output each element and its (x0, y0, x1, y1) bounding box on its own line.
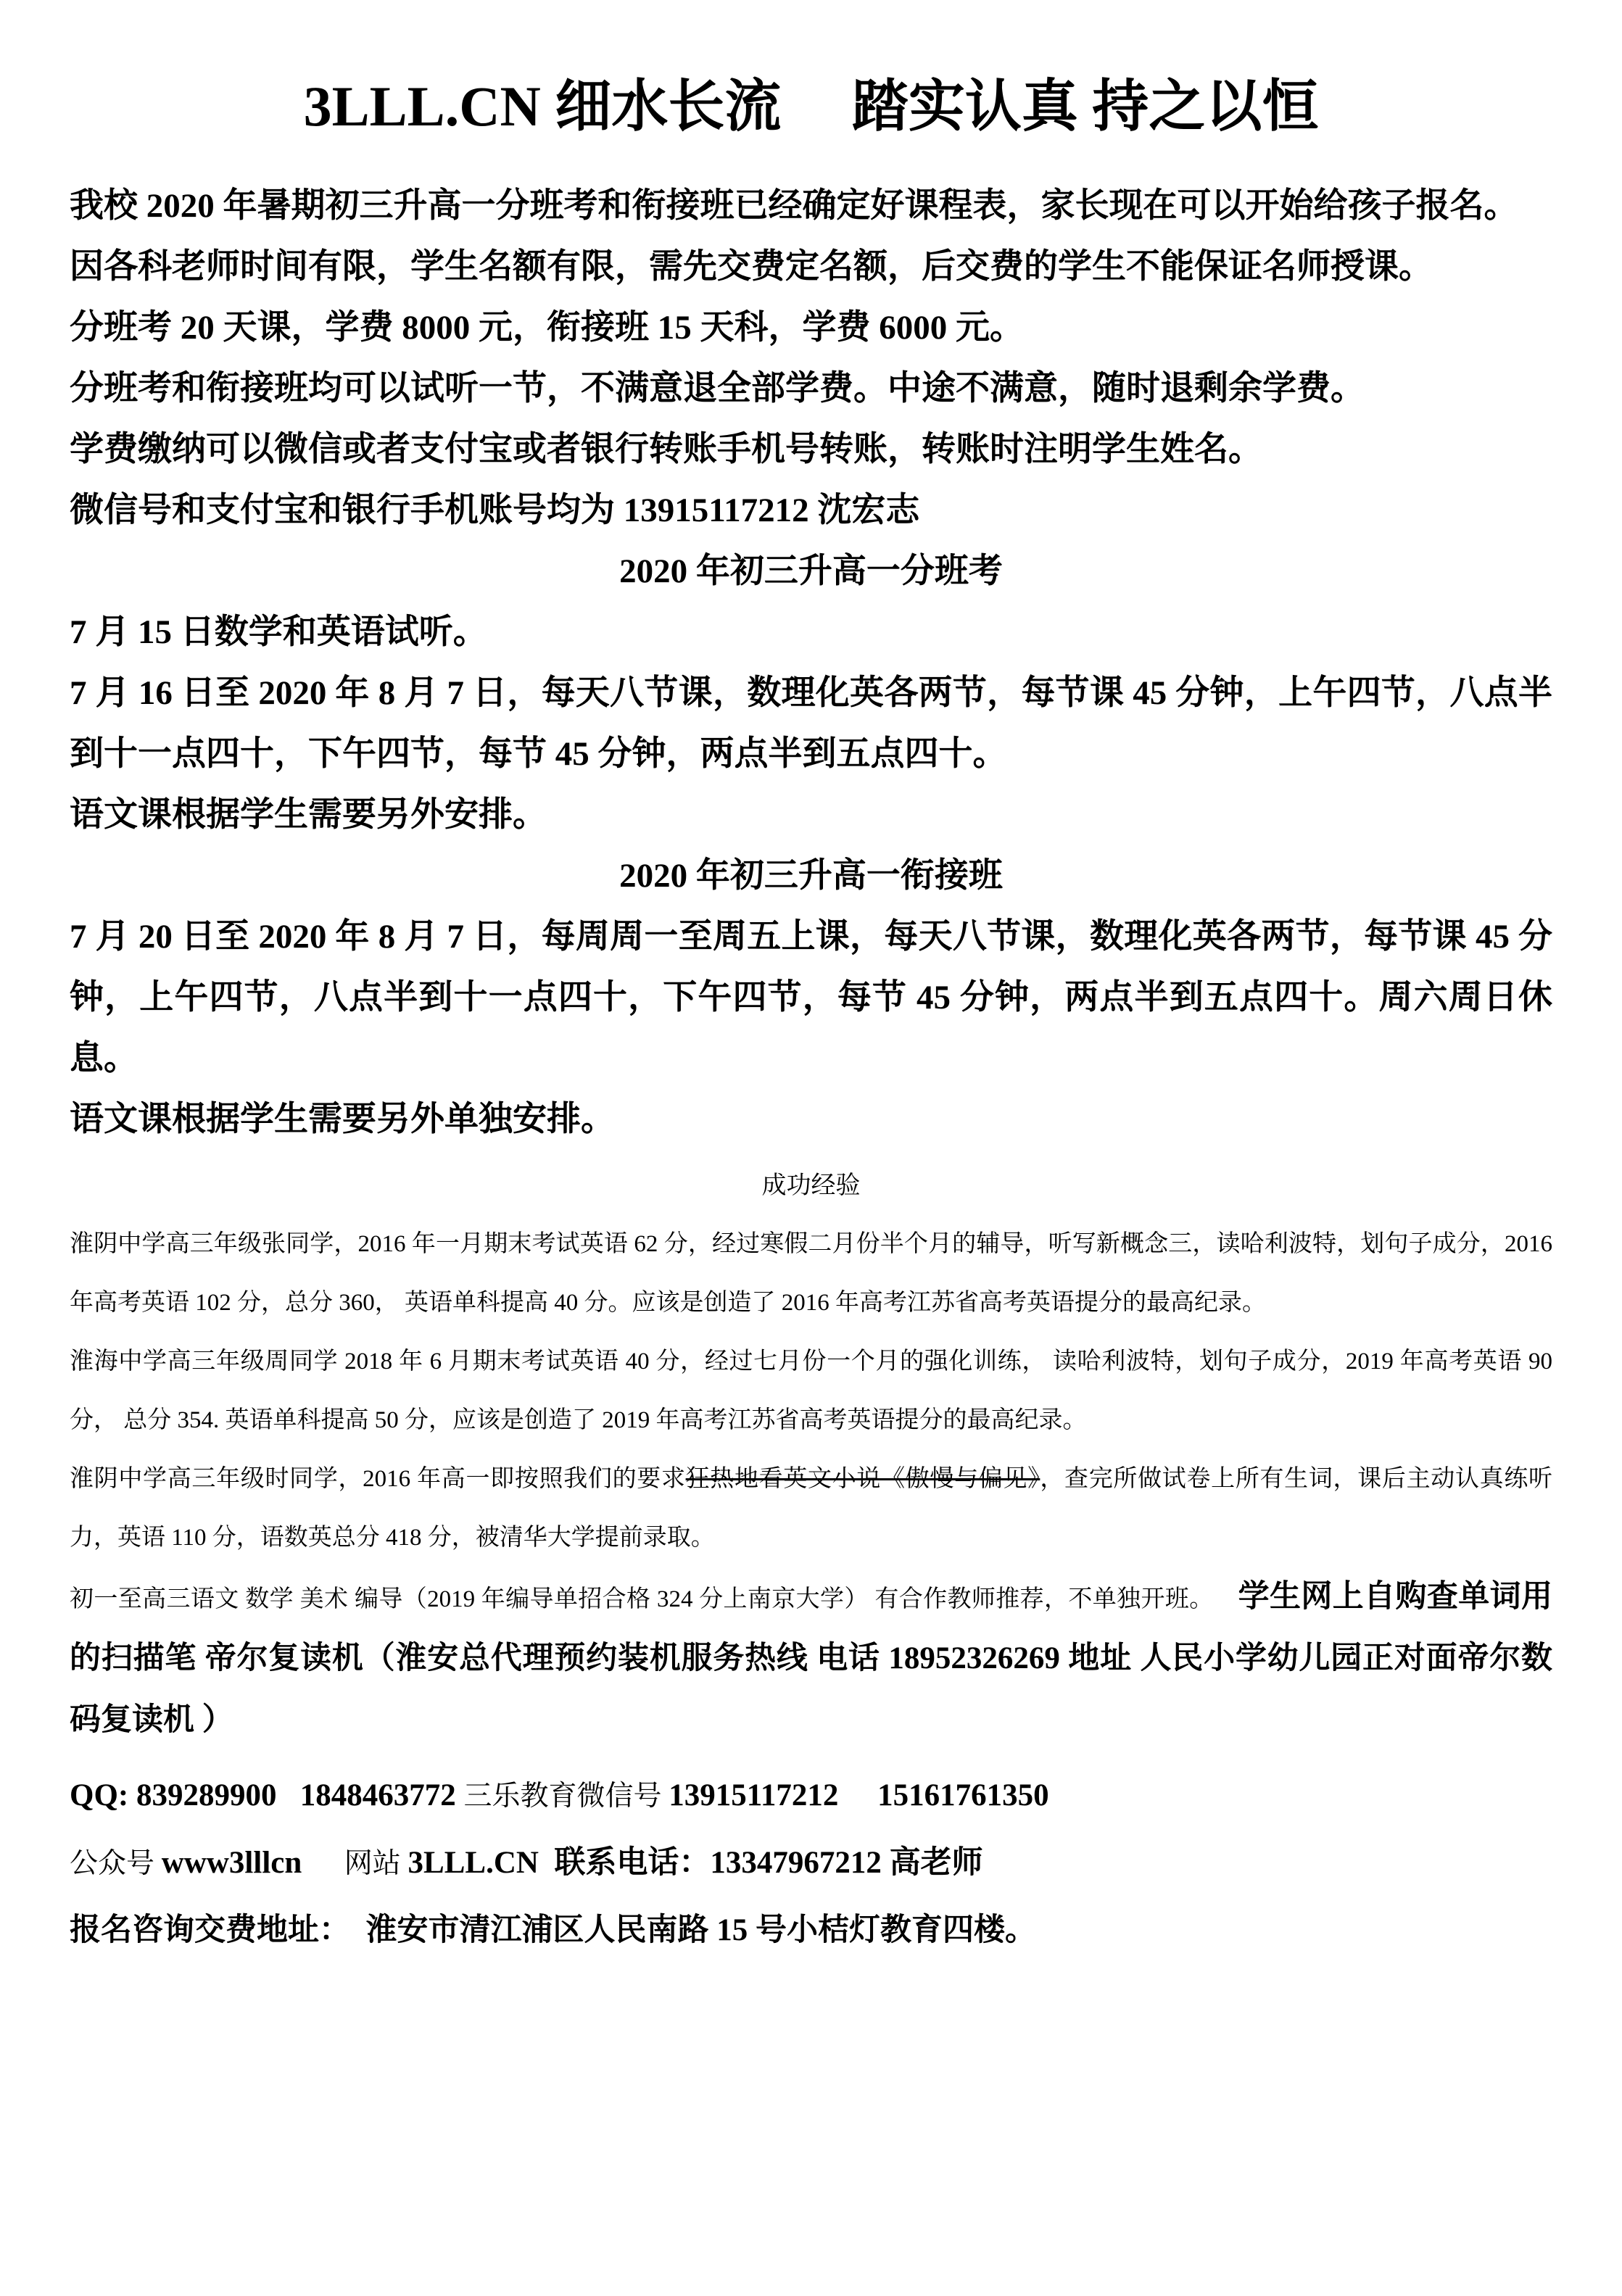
wechat-label: 三乐教育微信号 (463, 1781, 669, 1812)
website-label: 网站 (302, 1848, 408, 1879)
address-line (70, 1897, 1552, 1964)
bridge-class-paragraph-2: 语文课根据学生需要另外单独安排。 (70, 1101, 615, 1138)
website-value: 3LLL.CN (407, 1846, 539, 1880)
offerings-text: 初一至高三语文 数学 美术 编导（2019 年编导单招合格 324 分上南京大学） 有合作教师推荐，不单独开班。 (70, 1586, 1214, 1612)
success-case-3-after: ，查完所做试卷上所有生词，课后主动认真练听力，英语 110 分，语数英总分 418 分，被清华大学提前录取。 (70, 1466, 1553, 1551)
placement-exam-paragraph-1: 7 月 15 日数学和英语试听。 (70, 613, 487, 651)
intro-paragraph-4: 分班考和衔接班均可以试听一节，不满意退全部学费。中途不满意，随时退剩余学费。 (70, 370, 1365, 407)
wechat-numbers: 13915117212 15161761350 (669, 1778, 1049, 1812)
bridge-class-paragraph-1: 7 月 20 日至 2020 年 8 月 7 日，每周周一至周五上课，每天八节课，数理化英各两节，每节课 45 分钟，上午四节，八点半到十一点四十，下午四节，每节 45 分钟，两点半到五点四十。周六周日休息。 (70, 918, 1552, 1077)
placement-exam-paragraph-2: 7 月 16 日至 2020 年 8 月 7 日，每天八节课，数理化英各两节，每节课 45 分钟，上午四节，八点半到十一点四十，下午四节，每节 45 分钟，两点半到五点四十。 (70, 674, 1552, 773)
contact-block (70, 1762, 1552, 1964)
success-case-2: 淮海中学高三年级周同学 2018 年 6 月期末考试英语 40 分，经过七月份一个月的强化训练， 读哈利波特，划句子成分，2019 年高考英语 90 分， 总分 354. 英语单科提高 50 分，应该是创造了 2019 年高考江苏省高考英语提分的最高纪录。 (70, 1348, 1552, 1433)
scanner-note-lead: 学生网上 (1238, 1580, 1365, 1614)
success-case-3-strikethrough: 狂热地看英文小说《傲慢与偏见》 (685, 1466, 1040, 1492)
scanner-note-rest: 自购查单词用的扫描笔 帝尔复读机（淮安总代理预约装机服务热线 电话 18952326269 地址 人民小学幼儿园正对面帝尔数码复读机 ） (70, 1580, 1552, 1737)
bridge-class-heading: 2020 年初三升高一衔接班 (619, 857, 1003, 895)
success-section (70, 1215, 1552, 1752)
intro-paragraph-1: 我校 2020 年暑期初三升高一分班考和衔接班已经确定好课程表，家长现在可以开始给孩子报名。 (70, 187, 1518, 225)
intro-paragraph-3: 分班考 20 天课，学费 8000 元，衔接班 15 天科，学费 6000 元。 (70, 309, 1024, 347)
qq-line (70, 1762, 1552, 1830)
address-label: 报名咨询交费地址： (70, 1913, 350, 1947)
intro-paragraph-6: 微信号和支付宝和银行手机账号均为 13915117212 沈宏志 (70, 492, 920, 529)
official-account-value: www3lllcn (161, 1846, 302, 1880)
qq-numbers: QQ: 839289900 1848463772 (70, 1778, 464, 1812)
official-account-label: 公众号 (70, 1848, 162, 1879)
doc-title: 3LLL.CN 细水长流 踏实认真 持之以恒 (303, 75, 1319, 138)
intro-paragraph-2: 因各科老师时间有限，学生名额有限，需先交费定名额，后交费的学生不能保证名师授课。 (70, 248, 1433, 286)
placement-exam-heading: 2020 年初三升高一分班考 (619, 552, 1003, 590)
success-case-1: 淮阴中学高三年级张同学，2016 年一月期末考试英语 62 分，经过寒假二月份半个月的辅导，听写新概念三，读哈利波特，划句子成分，2016 年高考英语 102 分，总分 360， 英语单科提高 40 分。应该是创造了 2016 年高考江苏省高考英语提分的最高纪录。 (70, 1231, 1552, 1316)
success-case-3-before: 淮阴中学高三年级时同学，2016 年高一即按照我们的要求 (70, 1466, 686, 1492)
success-case-3 (70, 1450, 1552, 1567)
placement-exam-paragraph-3: 语文课根据学生需要另外安排。 (70, 796, 547, 834)
intro-paragraph-5: 学费缴纳可以微信或者支付宝或者银行转账手机号转账，转账时注明学生姓名。 (70, 431, 1262, 468)
offerings-paragraph (70, 1567, 1552, 1752)
contact-phone: 联系电话：13347967212 高老师 (538, 1846, 983, 1880)
success-heading: 成功经验 (761, 1172, 861, 1199)
doc-body (70, 175, 1552, 1150)
official-account-line (70, 1830, 1552, 1897)
address-value: 淮安市清江浦区人民南路 15 号小桔灯教育四楼。 (350, 1913, 1036, 1947)
